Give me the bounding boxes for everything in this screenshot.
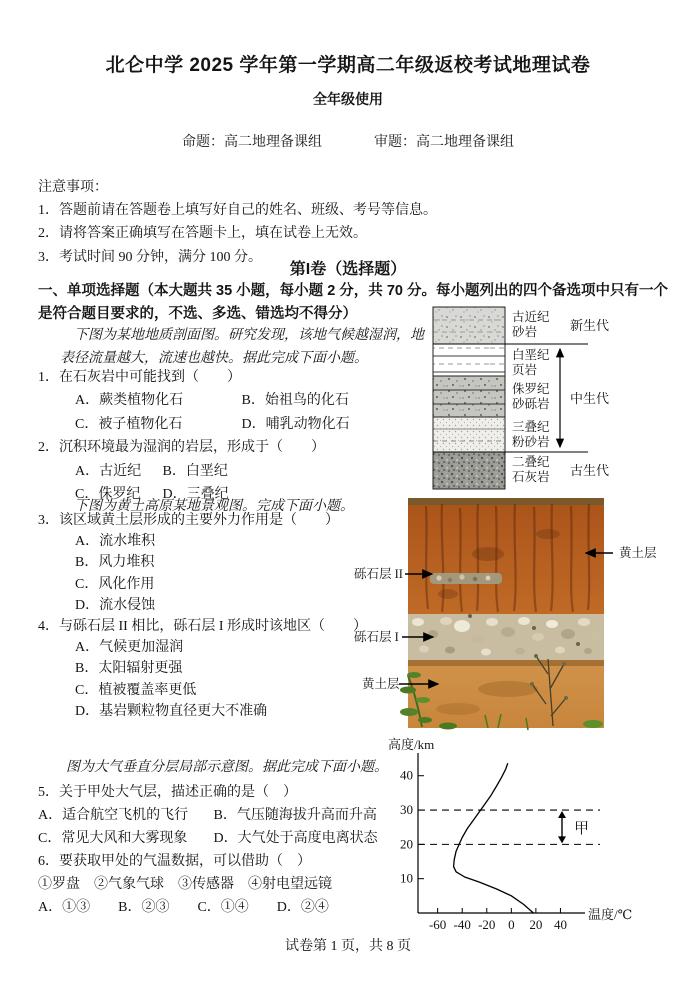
question-2-options-row [38, 460, 438, 483]
question-1-stem: 1．在石灰岩中可能找到（ ） [38, 370, 241, 385]
question-5-options-row [38, 804, 398, 827]
layer-period-label: 侏罗纪 [512, 382, 550, 396]
temperature-curve [454, 764, 534, 913]
question-5-options-row [38, 827, 398, 850]
option: D．哺乳动物化石 [241, 416, 350, 432]
option: C．植被覆盖率更低 [75, 682, 197, 698]
questions-5-6 [38, 781, 398, 919]
proposer-label: 命题：高二地理备课组 [182, 135, 322, 150]
question-6-stem: 6．要获取甲处的气温数据，可以借助（ ） [38, 854, 311, 869]
reviewer-label: 审题：高二地理备课组 [374, 135, 514, 150]
option: D．三叠纪 [162, 487, 229, 503]
gravel-layer-2-label: 砾石层 II [354, 567, 403, 581]
option: B．太阳辐射更强 [75, 661, 183, 677]
authors-line [0, 131, 696, 151]
era-label: 古生代 [570, 463, 610, 478]
geologic-column-diagram [430, 304, 642, 496]
question-5-stem: 5．关于甲处大气层，描述正确的是（ ） [38, 785, 297, 800]
y-tick-label: 40 [400, 767, 413, 783]
notes-heading: 注意事项： [38, 180, 108, 195]
x-tick-label: -40 [453, 917, 471, 932]
y-tick-label: 20 [400, 836, 413, 852]
section-heading: 一、单项选择题（本大题共 35 小题，每小题 2 分，共 70 分。每小题列出的四个备选项中只有一个是符合题目要求的，不选、多选、错选均不得分） [38, 283, 668, 322]
y-tick-label: 30 [400, 802, 413, 818]
option: C．常见大风和大雾现象 [38, 831, 188, 846]
option: C．侏罗纪 [75, 487, 141, 503]
option: B．始祖鸟的化石 [241, 393, 349, 409]
note-item: 1．答题前请在答题卷上填写好自己的姓名、班级、考号等信息。 [38, 203, 437, 219]
layer-rock-label: 页岩 [512, 363, 538, 377]
question-6-sub-options: ①罗盘 ②气象气球 ③传感器 ④射电望远镜 [38, 877, 332, 892]
option: A．蕨类植物化石 [75, 393, 184, 409]
page-subtitle: 全年级使用 [313, 91, 383, 107]
scenario-intro-loess: 下图为黄土高原某地景观图。完成下面小题。 [74, 499, 354, 514]
layer-period-label: 古近纪 [512, 310, 550, 324]
option: C．风化作用 [75, 576, 155, 592]
question-1-options-row [38, 389, 438, 412]
option: D．流水侵蚀 [75, 597, 156, 613]
photo-image [400, 498, 604, 730]
atmosphere-temperature-chart [385, 736, 696, 943]
x-tick-label: 20 [529, 917, 543, 932]
loess-landscape-photo [338, 494, 696, 736]
era-label: 新生代 [570, 318, 610, 333]
exam-notes [38, 176, 658, 269]
option: D．大气处于高度电离状态 [213, 831, 378, 846]
x-tick-label: -60 [428, 917, 447, 932]
option: A．古近纪 [75, 463, 142, 479]
question-3-stem: 3．该区域黄土层形成的主要外力作用是（ ） [38, 513, 339, 528]
layer-period-label: 三叠纪 [512, 420, 550, 434]
x-tick-label: 40 [553, 917, 567, 932]
option: A．流水堆积 [75, 534, 156, 550]
loess-layer-upper-label: 黄土层 [619, 546, 657, 560]
loess-layer-lower-label: 黄土层 [362, 677, 400, 691]
layer-rock-label: 石灰岩 [512, 470, 550, 484]
layer-labels [512, 309, 550, 484]
x-axis-label: 温度/℃ [588, 907, 633, 922]
arrowhead-up [558, 811, 566, 818]
layer-rock-label: 砂砾岩 [512, 397, 550, 411]
question-6-answer-row: A．①③ B．②③ C．①④ D．②④ [38, 900, 329, 915]
option: B．白垩纪 [162, 463, 228, 479]
scenario-intro-geology: 下图为某地地质剖面图。研究发现，该地气候越湿润，地表径流量越大，流速也越快。据此完成下面小题。 [60, 328, 424, 366]
era-labels [570, 318, 609, 478]
x-tick-label: -20 [478, 917, 496, 932]
option: B．风力堆积 [75, 555, 155, 571]
x-tick-label: 0 [508, 917, 515, 932]
note-item: 2．请将答案正确填写在答题卡上，填在试卷上无效。 [38, 226, 367, 242]
gravel-layer-1-label: 砾石层 I [354, 630, 399, 644]
era-label: 中生代 [570, 391, 610, 406]
arrowhead-down [558, 836, 566, 843]
layer-rock-label: 粉砂岩 [512, 435, 550, 449]
scenario-intro-atmosphere: 图为大气垂直分层局部示意图。据此完成下面小题。 [66, 760, 388, 775]
option: D．基岩颗粒物直径更大不准确 [75, 703, 268, 719]
option: A．气候更加湿润 [75, 640, 184, 656]
layer-period-label: 二叠纪 [512, 455, 550, 469]
questions-1-2 [38, 366, 438, 506]
note-item: 3．考试时间 90 分钟，满分 100 分。 [38, 249, 262, 265]
y-axis-label: 高度/km [388, 737, 435, 752]
option: A．适合航空飞机的飞行 [38, 808, 189, 823]
band-label: 甲 [574, 821, 590, 838]
option: C．被子植物化石 [75, 416, 183, 432]
page-title: 北仑中学 2025 学年第一学期高二年级返校考试地理试卷 [105, 55, 591, 76]
rock-layers [433, 307, 505, 489]
y-tick-label: 10 [400, 870, 413, 886]
question-1-options-row [38, 413, 438, 436]
part1-title: 第I卷（选择题） [289, 261, 407, 278]
layer-rock-label: 砂岩 [512, 325, 538, 339]
page-footer: 试卷第 1 页，共 8 页 [285, 939, 411, 954]
option: B．气压随海拔升高而升高 [213, 808, 377, 823]
layer-period-label: 白垩纪 [512, 348, 550, 362]
question-4-stem: 4．与砾石层 II 相比，砾石层 I 形成时该地区（ ） [38, 619, 367, 635]
question-2-stem: 2．沉积环境最为湿润的岩层，形成于（ ） [38, 440, 325, 456]
